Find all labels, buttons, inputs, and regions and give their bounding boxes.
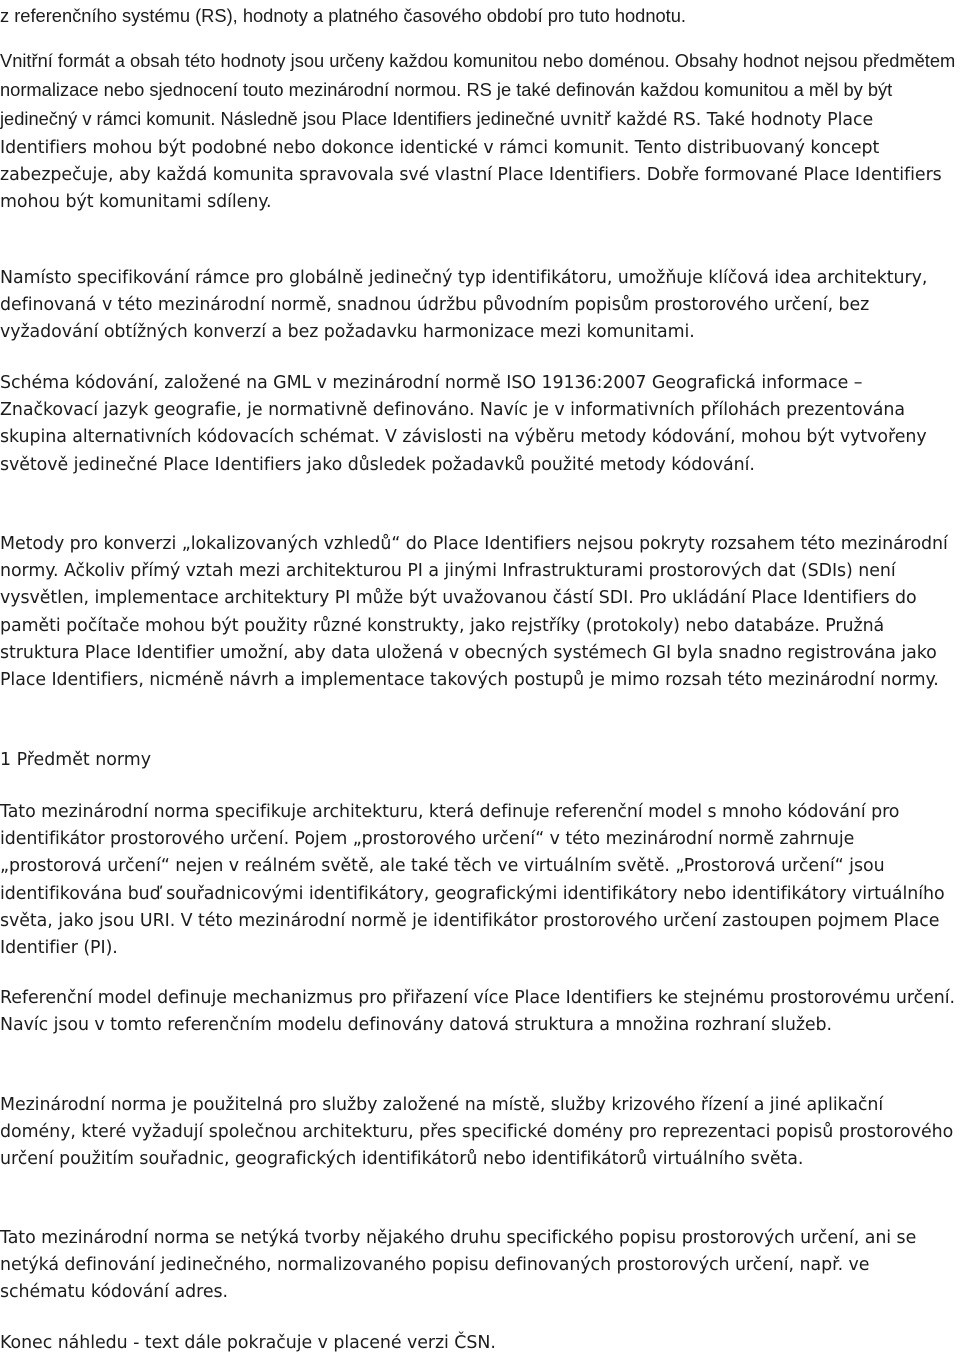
section-heading-scope xyxy=(0,747,151,774)
paragraph-text: Namísto specifikování rámce pro globálně jedinečný typ identifikátoru, umožňuje klíčová idea architektury, definovaná v této mezinárodní normě, snadnou údržbu původním popisům prostorového určení, bez vyžadování obtížných konverzí a bez požadavku harmonizace mezi komunitami. xyxy=(0,268,928,343)
paragraph-internal-format xyxy=(0,47,960,216)
paragraph-encoding-schema xyxy=(0,370,960,479)
paragraph-architecture-idea xyxy=(0,265,960,347)
paragraph-text: Mezinárodní norma je použitelná pro služby založené na místě, služby krizového řízení a jiné aplikační domény, které vyžadují společnou architekturu, přes specifické domény pro reprezentaci popisů prostorového určení použitím souřadnic, geografických identifikátorů nebo identifikátorů virtuálního světa. xyxy=(0,1095,954,1170)
paragraph-text: Tato mezinárodní norma se netýká tvorby nějakého druhu specifického popisu prostorových určení, ani se netýká definování jedinečného, normalizovaného popisu definovaných prostorových určení, např. ve schématu kódování adres. xyxy=(0,1228,917,1303)
paragraph-text: Konec náhledu - text dále pokračuje v placené verzi ČSN. xyxy=(0,1333,496,1353)
paragraph-text: Schéma kódování, založené na GML v mezinárodní normě ISO 19136:2007 Geografická informace – Značkovací jazyk geografie, je normativně definováno. Navíc je v informativních přílohách prezentována skupina alternativních kódovacích schémat. V závislosti na výběru metody kódování, mohou být vytvořeny světově jedinečné Place Identifiers jako důsledek požadavků použité metody kódování. xyxy=(0,373,927,475)
paragraph-conversion-methods xyxy=(0,531,960,694)
paragraph-applicability xyxy=(0,1092,960,1174)
paragraph-reference-system xyxy=(0,2,960,31)
paragraph-text: Tato mezinárodní norma specifikuje architekturu, která definuje referenční model s mnoho kódování pro identifikátor prostorového určení. Pojem „prostorového určení“ v této mezinárodní normě zahrnuje „prostorová určení“ nejen v reálném světě, ale také těch ve virtuálním světě. „Prostorová určení“ jsou identifikována buď souřadnicovými identifikátory, geografickými identifikátory nebo identifikátory virtuálního světa, jako jsou URI. V této mezinárodní normě je identifikátor prostorového určení zastoupen pojmem Place Identifier (PI). xyxy=(0,802,945,959)
paragraph-text: z referenčního systému (RS), hodnoty a platného časového období pro tuto hodnotu. xyxy=(0,5,686,26)
preview-end-notice xyxy=(0,1330,960,1357)
paragraph-text: uvnitř každé RS. Také hodnoty Place Identifiers mohou být podobné nebo dokonce identické v rámci komunit. Tento distribuovaný koncept zabezpečuje, aby každá komunita spravovala své vlastní Place Identifiers. Dobře formované Place Identifiers mohou být komunitami sdíleny. xyxy=(0,110,942,213)
paragraph-reference-model xyxy=(0,985,960,1039)
paragraph-scope-definition xyxy=(0,799,960,962)
paragraph-text: Vnitřní formát a obsah této hodnoty jsou určeny každou komunitou nebo doménou. Obsahy hodnot nejsou předmětem normalizace nebo sjednocení touto mezinárodní normou. RS je také definován každou komunitou a měl by být jedinečný v rámci komunit. Následně jsou Place Identifiers jedinečné xyxy=(0,50,956,130)
paragraph-text: Referenční model definuje mechanizmus pro přiřazení více Place Identifiers ke stejnému prostorovému určení. Navíc jsou v tomto referenčním modelu definovány datová struktura a množina rozhraní služeb. xyxy=(0,988,955,1036)
heading-text: 1 Předmět normy xyxy=(0,750,152,770)
paragraph-exclusions xyxy=(0,1225,960,1307)
paragraph-text: Metody pro konverzi „lokalizovaných vzhledů“ do Place Identifiers nejsou pokryty rozsahem této mezinárodní normy. Ačkoliv přímý vztah mezi architekturou PI a jinými Infrastrukturami prostorových dat (SDIs) není vysvětlen, implementace architektury PI může být uvažovanou částí SDI. Pro ukládání Place Identifiers do paměti počítače mohou být použity různé konstrukty, jako rejstříky (protokoly) nebo databáze. Pružná struktura Place Identifier umožní, aby data uložená v obecných systémech GI byla snadno registrována jako Place Identifiers, nicméně návrh a implementace takových postupů je mimo rozsah této mezinárodní normy. xyxy=(0,534,948,691)
